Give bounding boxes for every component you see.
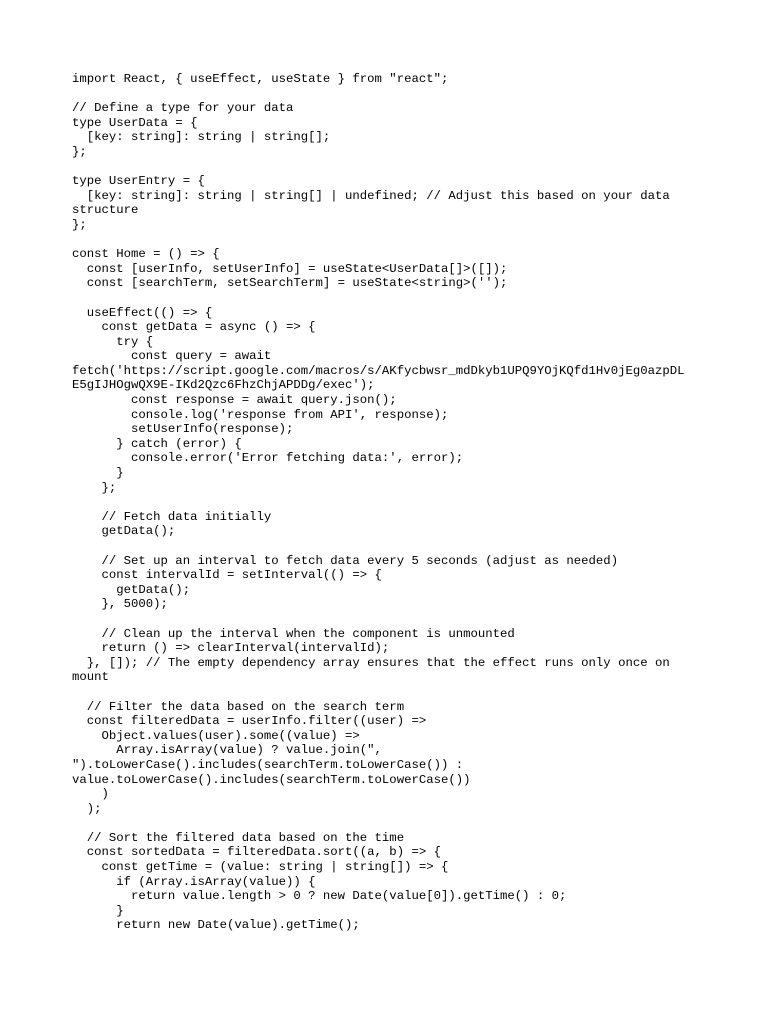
code-line: }, 5000); [72,597,168,612]
code-line: if (Array.isArray(value)) { [72,874,316,889]
code-line [72,612,712,627]
code-line [72,291,712,306]
code-line [72,495,712,510]
code-line: structure [72,203,139,218]
code-line: const query = await [72,349,272,364]
code-line: useEffect(() => { [72,305,213,320]
code-line: ").toLowerCase().includes(searchTerm.toLowerCase()) : [72,757,464,772]
code-block [72,72,712,933]
code-line: const [userInfo, setUserInfo] = useState<UserData[]>([]); [72,261,508,276]
code-line: fetch('https://script.google.com/macros/s/AKfycbwsr_mdDkyb1UPQ9YOjKQfd1Hv0jEg0azpDL [72,363,685,378]
code-line: }; [72,480,117,495]
code-line [72,816,712,831]
code-line: const response = await query.json(); [72,393,397,408]
code-line: E5gIJHOgwQX9E-IKd2Qzc6FhzChjAPDDg/exec'); [72,378,375,393]
code-line: } [72,466,124,481]
code-line: // Filter the data based on the search term [72,699,405,714]
code-line: import React, { useEffect, useState } from "react"; [72,72,449,86]
code-line: // Sort the filtered data based on the time [72,830,405,845]
code-line: mount [72,670,109,685]
code-line [72,539,712,554]
code-line: type UserData = { [72,115,198,130]
code-line: }; [72,144,87,159]
code-line: console.error('Error fetching data:', error); [72,451,464,466]
code-line: type UserEntry = { [72,174,205,189]
code-line: getData(); [72,524,176,539]
code-line: const filteredData = userInfo.filter((user) => [72,714,427,729]
code-line: return () => clearInterval(intervalId); [72,641,390,656]
code-line: const getData = async () => { [72,320,316,335]
code-line: try { [72,334,154,349]
code-line: value.toLowerCase().includes(searchTerm.toLowerCase()) [72,772,471,787]
code-line: [key: string]: string | string[] | undefined; // Adjust this based on your data [72,188,670,203]
code-line: const Home = () => { [72,247,220,262]
code-line: setUserInfo(response); [72,422,294,437]
code-line: ); [72,801,102,816]
code-line [72,233,712,248]
code-line: // Define a type for your data [72,101,294,116]
code-line: const intervalId = setInterval(() => { [72,568,382,583]
code-line [72,160,712,175]
code-line [72,685,712,700]
code-line: const getTime = (value: string | string[]) => { [72,860,449,875]
code-line: }, []); // The empty dependency array ensures that the effect runs only once on [72,655,670,670]
code-line: return new Date(value).getTime(); [72,918,360,933]
code-line [72,87,712,102]
code-line: // Clean up the interval when the component is unmounted [72,626,515,641]
code-line: getData(); [72,582,191,597]
code-line: } catch (error) { [72,436,242,451]
code-line: console.log('response from API', response); [72,407,449,422]
code-line: Array.isArray(value) ? value.join(", [72,743,382,758]
code-line: Object.values(user).some((value) => [72,728,360,743]
code-line: } [72,903,124,918]
code-line: [key: string]: string | string[]; [72,130,331,145]
code-line: return value.length > 0 ? new Date(value[0]).getTime() : 0; [72,889,567,904]
code-line: // Set up an interval to fetch data every 5 seconds (adjust as needed) [72,553,619,568]
code-line: const [searchTerm, setSearchTerm] = useState<string>(''); [72,276,508,291]
code-line: const sortedData = filteredData.sort((a, b) => { [72,845,441,860]
code-line: // Fetch data initially [72,509,272,524]
code-line: ) [72,787,109,802]
code-line: }; [72,217,87,232]
